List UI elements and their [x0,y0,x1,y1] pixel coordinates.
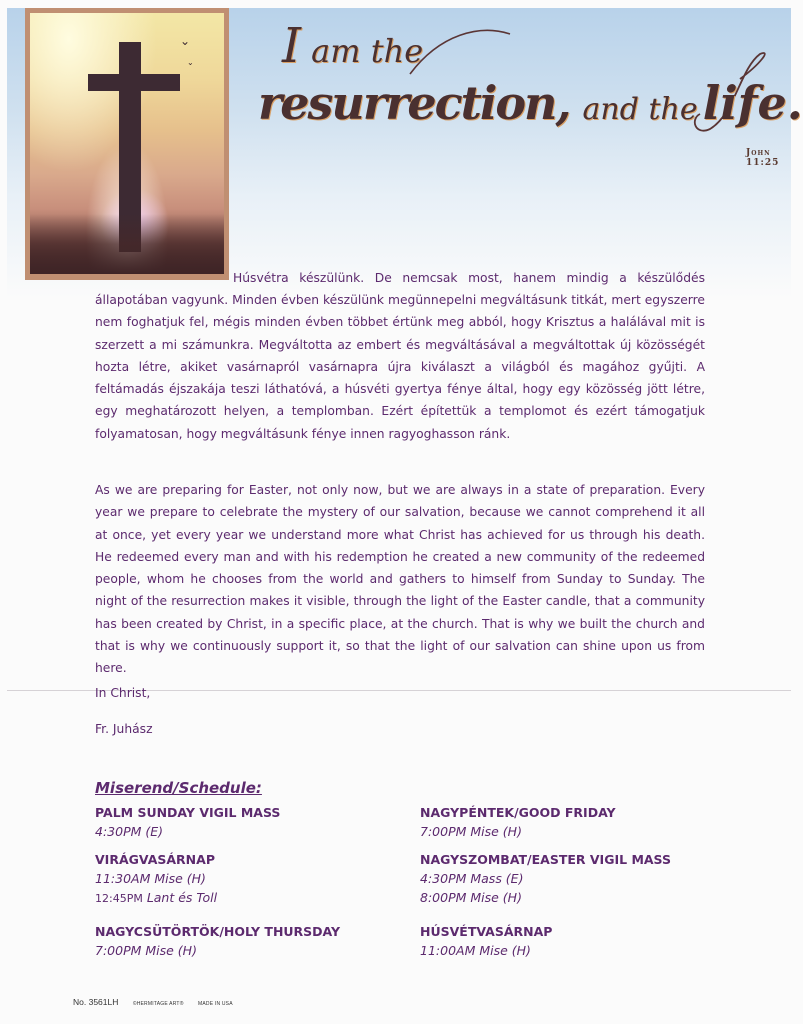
cross-beam [88,74,180,91]
schedule-time: 7:00PM Mise (H) [420,824,522,839]
schedule-item-holy-thursday [95,922,340,960]
schedule-heading: NAGYCSÜTÖRTÖK/HOLY THURSDAY [95,924,341,939]
schedule-item-palm-sunday [95,803,280,841]
footer [73,992,233,1010]
english-paragraph: As we are preparing for Easter, not only now, but we are always in a state of preparation. Every year we prepare to celebrate the mystery of our salvation, because we cannot comprehend it all at once, yet every year we understand more what Christ has achieved for us through his death. He redeemed every man and with his redemption he created a new community of the redeemed people, whom he chooses from the world and gathers to himself from Sunday to Sunday. The night of the resurrection makes it visible, through the light of the Easter candle, that a community has been created by Christ, in a specific place, at the church. That is why we built the church and that is why we continuously support it, so that the light of our salvation can shine upon us from here. [95,483,705,676]
verse-reference: John 11:25 [746,148,780,168]
schedule-heading: PALM SUNDAY VIGIL MASS [95,805,281,820]
title-am-the: am the [311,32,424,70]
schedule-time [95,888,217,908]
title-and-the: and the [582,92,698,127]
grass-silhouette [30,214,224,274]
schedule-title: Miserend/Schedule: [95,779,262,797]
schedule-time: 11:30AM Mise (H) [95,871,206,886]
schedule-time-label: Lant és Toll [146,890,218,905]
signoff: In Christ, [95,686,151,700]
schedule-heading: HÚSVÉTVASÁRNAP [420,924,553,939]
bird-icon: ⌄ [180,34,191,48]
schedule-time: 4:30PM Mass (E) [420,871,524,886]
title-initial: I [282,18,301,74]
cross-photo-frame [25,8,229,280]
schedule-time-value: 12:45PM [95,892,143,905]
made-in-label: MADE IN USA [198,1001,233,1007]
title-life: life. [702,76,803,130]
schedule-time: 8:00PM Mise (H) [420,890,522,905]
schedule-heading: NAGYSZOMBAT/EASTER VIGIL MASS [420,852,671,867]
title-line-1 [282,18,423,74]
title-line-2 [258,76,803,130]
hungarian-paragraph: állapotában vagyunk. Minden évben készülünk megünnepelni megváltásunk titkát, mert egyszerre nem foghatjuk fel, mégis minden évben többet értünk meg abból, hogy Krisztus a halálával mit is szerzett a mi számunkra. Megváltotta az embert és megváltásával a megváltottak új közösségét hozta létre, akiket vasárnapról vasárnapra újra kiválaszt a világból és magához gyűjti. A feltámadás éjszakája teszi láthatóvá, a húsvéti gyertya fénye által, hogy egy közösség jött létre, egy meghatározott helyen, a templomban. Ezért építettük a templomot és ezért támogatjuk folyamatosan, hogy megváltásunk fénye innen ragyoghasson ránk. [95,293,705,441]
hungarian-paragraph-first-line: Húsvétra készülünk. De nemcsak most, hanem mindig a készülődés [233,271,705,285]
schedule-heading: NAGYPÉNTEK/GOOD FRIDAY [420,805,616,820]
schedule-time: 7:00PM Mise (H) [95,943,197,958]
schedule-item-easter-vigil [420,850,671,907]
schedule-time: 4:30PM (E) [95,824,164,839]
copyright-notice: ©HERMITAGE ART® [132,1001,184,1007]
schedule-heading: VIRÁGVASÁRNAP [95,852,215,867]
schedule-time: 11:00AM Mise (H) [420,943,531,958]
product-number: No. 3561LH [73,997,119,1007]
title-resurrection: resurrection, [258,76,570,130]
cross-sunset-photo [30,13,224,274]
schedule-item-good-friday [420,803,616,841]
schedule-item-viragvasarnap [95,850,217,908]
header-title [250,18,803,168]
bird-icon: ⌄ [187,58,194,67]
signature: Fr. Juhász [95,722,153,736]
schedule-item-easter-sunday [420,922,552,960]
